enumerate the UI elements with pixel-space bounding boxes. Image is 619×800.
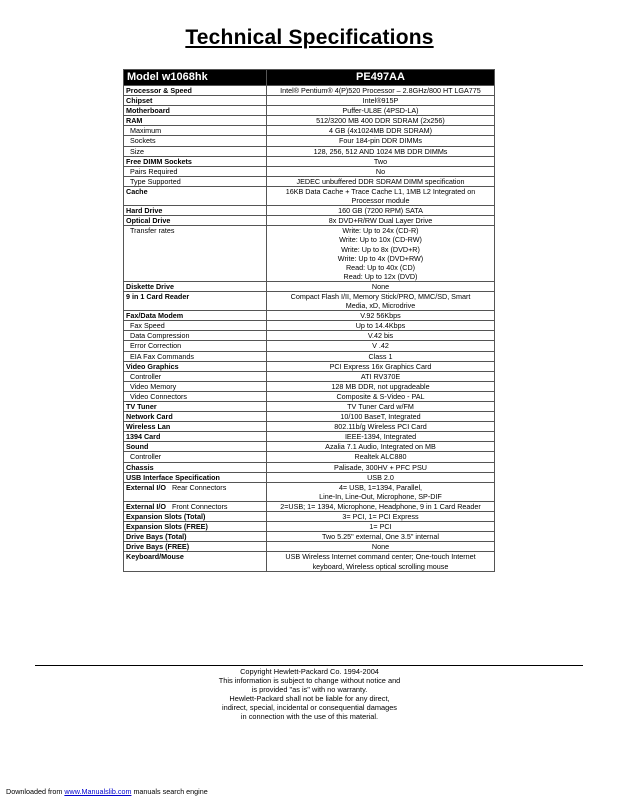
spec-value-line: 3= PCI, 1= PCI Express: [342, 512, 419, 522]
spec-row: [124, 482, 495, 501]
spec-label: [124, 281, 267, 291]
spec-value-line: 16KB Data Cache + Trace Cache L1, 1MB L2 Integrated on: [285, 186, 476, 196]
spec-value: [267, 371, 495, 381]
spec-label-text: RAM: [126, 116, 143, 126]
spec-row: [124, 216, 495, 226]
spec-label-text: Data Compression: [130, 331, 190, 341]
spec-row: [124, 116, 495, 126]
spec-label-text: Diskette Drive: [126, 281, 174, 291]
spec-value-line: 2=USB; 1= 1394, Microphone, Headphone, 9 in 1 Card Reader: [280, 501, 481, 511]
spec-value: [267, 482, 495, 501]
spec-row: [124, 341, 495, 351]
spec-label: [124, 422, 267, 432]
spec-row: [124, 156, 495, 166]
spec-row: [124, 351, 495, 361]
spec-value-line: 8x DVD+R/RW Dual Layer Drive: [328, 216, 433, 226]
spec-label-text: Controller: [130, 452, 162, 462]
spec-value-line: Write: Up to 8x (DVD+R): [341, 244, 420, 254]
spec-value-line: Intel®915P: [362, 96, 399, 106]
spec-label: [124, 291, 267, 310]
spec-row: [124, 462, 495, 472]
spec-label-text: Controller: [130, 371, 162, 381]
spec-row: [124, 311, 495, 321]
spec-value: [267, 156, 495, 166]
spec-row: [124, 176, 495, 186]
spec-row: [124, 381, 495, 391]
spec-row: [124, 106, 495, 116]
spec-row: [124, 472, 495, 482]
spec-label-text: Sockets: [130, 136, 156, 146]
manualslib-link[interactable]: www.Manualslib.com: [64, 787, 132, 796]
spec-table-body: [124, 70, 495, 572]
spec-label: [124, 501, 267, 511]
spec-label-text: Chassis: [126, 462, 154, 472]
spec-label: [124, 206, 267, 216]
spec-value: [267, 226, 495, 282]
spec-value-line: Up to 14.4Kbps: [355, 321, 406, 331]
spec-label-text: Type Supported: [130, 176, 181, 186]
spec-value: [267, 86, 495, 96]
spec-label: [124, 351, 267, 361]
spec-row: [124, 552, 495, 571]
spec-value: [267, 321, 495, 331]
spec-value-line: V .42: [372, 341, 389, 351]
spec-label-text: Expansion Slots (Total): [126, 512, 206, 522]
spec-row: [124, 291, 495, 310]
spec-label-text: Fax/Data Modem: [126, 311, 184, 321]
spec-label-text: Chipset: [126, 96, 153, 106]
spec-label: [124, 311, 267, 321]
spec-label-text: Video Memory: [130, 381, 177, 391]
spec-label-text: Expansion Slots (FREE): [126, 522, 208, 532]
spec-value-line: Composite & S-Video - PAL: [336, 391, 425, 401]
spec-table: [123, 69, 495, 572]
spec-value: [267, 432, 495, 442]
spec-row: [124, 442, 495, 452]
copyright-line: is provided "as is" with no warranty.: [251, 684, 368, 694]
spec-value-line: Write: Up to 24x (CD-R): [342, 226, 419, 236]
spec-label-text: Hard Drive: [126, 206, 163, 216]
spec-label: [124, 472, 267, 482]
spec-label: [124, 216, 267, 226]
spec-label-text: Size: [130, 146, 144, 156]
spec-label-text: External I/O: [126, 501, 166, 511]
spec-value-line: JEDEC unbuffered DDR SDRAM DIMM specification: [296, 176, 465, 186]
spec-label-text: Cache: [126, 186, 148, 196]
spec-label-text: Optical Drive: [126, 216, 171, 226]
spec-value-line: Read: Up to 40x (CD): [345, 262, 416, 272]
spec-label: [124, 442, 267, 452]
spec-value-line: 128, 256, 512 AND 1024 MB DDR DIMMs: [313, 146, 448, 156]
spec-label: [124, 166, 267, 176]
spec-label: [124, 361, 267, 371]
spec-label-text: Video Connectors: [130, 391, 188, 401]
spec-value-line: Realtek ALC880: [354, 452, 407, 462]
spec-label-extra: Rear Connectors: [171, 482, 227, 492]
spec-label-text: Network Card: [126, 412, 173, 422]
spec-label: [124, 146, 267, 156]
spec-value: [267, 512, 495, 522]
spec-value-line: PCI Express 16x Graphics Card: [329, 361, 432, 371]
spec-row: [124, 422, 495, 432]
spec-value: [267, 361, 495, 371]
spec-row: [124, 281, 495, 291]
spec-value-line: TV Tuner Card w/FM: [347, 402, 414, 411]
spec-value-line: 802.11b/g Wireless PCI Card: [334, 422, 427, 432]
spec-value-line: 4 GB (4x1024MB DDR SDRAM): [328, 126, 433, 136]
spec-value-line: Read: Up to 12x (DVD): [343, 271, 418, 281]
spec-row: [124, 146, 495, 156]
spec-label: [124, 331, 267, 341]
spec-row: [124, 226, 495, 282]
spec-value: [267, 96, 495, 106]
spec-label-text: Error Correction: [130, 341, 182, 351]
spec-label-text: EIA Fax Commands: [130, 351, 194, 361]
spec-value-line: Azalia 7.1 Audio, Integrated on MB: [325, 442, 436, 452]
copyright-notice: [0, 668, 619, 721]
spec-value-line: keyboard, Wireless optical scrolling mouse: [312, 561, 449, 571]
spec-label: [124, 522, 267, 532]
spec-row: [124, 542, 495, 552]
spec-label: [124, 226, 267, 282]
spec-value: [267, 166, 495, 176]
spec-value-line: V.92 56Kbps: [360, 311, 401, 321]
spec-label-text: Video Graphics: [126, 361, 179, 371]
spec-value: [267, 216, 495, 226]
spec-label: [124, 176, 267, 186]
spec-label-text: USB Interface Specification: [126, 472, 220, 482]
spec-value: [267, 462, 495, 472]
spec-row: [124, 126, 495, 136]
spec-value: [267, 552, 495, 571]
copyright-line: This information is subject to change without notice and: [218, 675, 401, 685]
spec-value: [267, 291, 495, 310]
spec-value: [267, 452, 495, 462]
spec-value: [267, 331, 495, 341]
spec-value-line: USB Wireless Internet command center; One-touch Internet: [285, 552, 476, 562]
spec-label: [124, 86, 267, 96]
spec-label-text: 1394 Card: [126, 432, 161, 442]
spec-value-line: Write: Up to 10x (CD-RW): [339, 235, 422, 245]
spec-label-text: Drive Bays (Total): [126, 532, 187, 542]
spec-value-line: Compact Flash I/II, Memory Stick/PRO, MMC/SD, Smart: [290, 291, 471, 301]
spec-value: [267, 186, 495, 205]
download-prefix: Downloaded from: [6, 787, 65, 796]
spec-value: [267, 532, 495, 542]
spec-label: [124, 552, 267, 571]
spec-label-text: Pairs Required: [130, 166, 178, 176]
spec-row: [124, 86, 495, 96]
spec-value-line: Class 1: [368, 351, 393, 361]
spec-value: [267, 351, 495, 361]
spec-label-text: Free DIMM Sockets: [126, 156, 192, 166]
spec-value: [267, 381, 495, 391]
spec-row: [124, 186, 495, 205]
spec-label-text: Keyboard/Mouse: [126, 552, 184, 562]
spec-label: [124, 371, 267, 381]
spec-value-line: USB 2.0: [367, 472, 394, 482]
spec-value-line: No: [375, 166, 386, 176]
spec-value-line: Processor module: [351, 196, 410, 206]
spec-label: [124, 321, 267, 331]
spec-value-line: Line-In, Line-Out, Microphone, SP-DIF: [319, 491, 442, 501]
spec-header-row: [124, 70, 495, 86]
spec-value-line: Intel® Pentium® 4(P)520 Processor – 2.8GHz/800 HT LGA775: [280, 86, 481, 95]
spec-label: [124, 156, 267, 166]
spec-row: [124, 522, 495, 532]
spec-value: [267, 442, 495, 452]
copyright-line: in connection with the use of this material.: [240, 711, 379, 721]
spec-value-line: Puffer-UL8E (4PSD-LA): [342, 106, 419, 116]
spec-label-text: Transfer rates: [130, 226, 175, 236]
spec-label-text: 9 in 1 Card Reader: [126, 291, 190, 301]
spec-value-line: Media, xD, Microdrive: [345, 301, 416, 311]
spec-value-line: Four 184-pin DDR DIMMs: [338, 136, 423, 146]
spec-label: [124, 136, 267, 146]
spec-value: [267, 206, 495, 216]
spec-row: [124, 371, 495, 381]
spec-row: [124, 361, 495, 371]
spec-value-line: V.42 bis: [367, 331, 394, 341]
spec-label-text: Motherboard: [126, 106, 170, 116]
spec-row: [124, 402, 495, 412]
spec-value: [267, 391, 495, 401]
spec-label: [124, 391, 267, 401]
spec-label-text: Fax Speed: [130, 321, 165, 331]
spec-value: [267, 136, 495, 146]
spec-row: [124, 96, 495, 106]
spec-label: [124, 432, 267, 442]
spec-row: [124, 501, 495, 511]
spec-value-line: None: [371, 542, 390, 552]
spec-row: [124, 452, 495, 462]
spec-value-line: 160 GB (7200 RPM) SATA: [338, 206, 423, 216]
spec-value: [267, 472, 495, 482]
spec-value: [267, 311, 495, 321]
spec-row: [124, 512, 495, 522]
spec-row: [124, 206, 495, 216]
spec-label: [124, 452, 267, 462]
spec-label: [124, 462, 267, 472]
spec-value: [267, 341, 495, 351]
spec-label: [124, 542, 267, 552]
spec-label: [124, 116, 267, 126]
spec-value-line: Write: Up to 4x (DVD+RW): [337, 253, 424, 263]
download-suffix: manuals search engine: [131, 787, 208, 796]
spec-label: [124, 412, 267, 422]
spec-value-line: 10/100 BaseT, Integrated: [340, 412, 421, 422]
spec-value: [267, 422, 495, 432]
spec-value: [267, 402, 495, 412]
spec-label-text: Wireless Lan: [126, 422, 171, 432]
spec-value-line: Two: [373, 156, 388, 166]
spec-row: [124, 532, 495, 542]
spec-label-extra: Front Connectors: [171, 501, 228, 511]
spec-value-line: None: [371, 281, 390, 291]
spec-value-line: Two 5.25" external, One 3.5" internal: [322, 532, 439, 542]
spec-value-line: ATI RV370E: [360, 371, 401, 381]
spec-value: [267, 501, 495, 511]
spec-row: [124, 412, 495, 422]
copyright-line: indirect, special, incidental or consequential damages: [221, 702, 397, 712]
download-note: [6, 787, 208, 796]
spec-value-line: 512/3200 MB 400 DDR SDRAM (2x256): [316, 116, 445, 126]
spec-row: [124, 391, 495, 401]
spec-value: [267, 281, 495, 291]
copyright-line: Hewlett-Packard shall not be liable for any direct,: [229, 693, 390, 703]
spec-value: [267, 176, 495, 186]
spec-label-text: Sound: [126, 442, 149, 452]
spec-label: [124, 512, 267, 522]
copyright-line: Copyright Hewlett-Packard Co. 1994-2004: [240, 667, 379, 676]
spec-row: [124, 321, 495, 331]
spec-value: [267, 106, 495, 116]
spec-label: [124, 106, 267, 116]
spec-value: [267, 542, 495, 552]
spec-label: [124, 402, 267, 412]
spec-row: [124, 136, 495, 146]
spec-label: [124, 341, 267, 351]
spec-label-text: TV Tuner: [126, 402, 157, 411]
spec-label: [124, 381, 267, 391]
spec-value-line: 1= PCI: [369, 522, 392, 532]
spec-label: [124, 482, 267, 501]
spec-value-line: 4= USB, 1=1394, Parallel,: [338, 482, 423, 492]
spec-value: [267, 116, 495, 126]
spec-row: [124, 331, 495, 341]
spec-value: [267, 126, 495, 136]
spec-value-line: Palisade, 300HV + PFC PSU: [334, 462, 427, 472]
page-title: Technical Specifications: [185, 26, 434, 49]
model-sku: PE497AA: [267, 70, 495, 86]
spec-label: [124, 96, 267, 106]
spec-value-line: IEEE-1394, Integrated: [344, 432, 417, 442]
spec-label-text: External I/O: [126, 482, 166, 492]
spec-label-text: Drive Bays (FREE): [126, 542, 190, 552]
spec-value: [267, 412, 495, 422]
spec-value-line: 128 MB DDR, not upgradeable: [331, 381, 430, 391]
spec-row: [124, 166, 495, 176]
spec-value: [267, 146, 495, 156]
spec-label-text: Maximum: [130, 126, 162, 136]
footer-divider: [35, 665, 583, 666]
spec-row: [124, 432, 495, 442]
spec-label-text: Processor & Speed: [126, 86, 192, 95]
spec-value: [267, 522, 495, 532]
model-name: Model w1068hk: [124, 70, 267, 86]
spec-label: [124, 186, 267, 205]
spec-label: [124, 532, 267, 542]
spec-label: [124, 126, 267, 136]
